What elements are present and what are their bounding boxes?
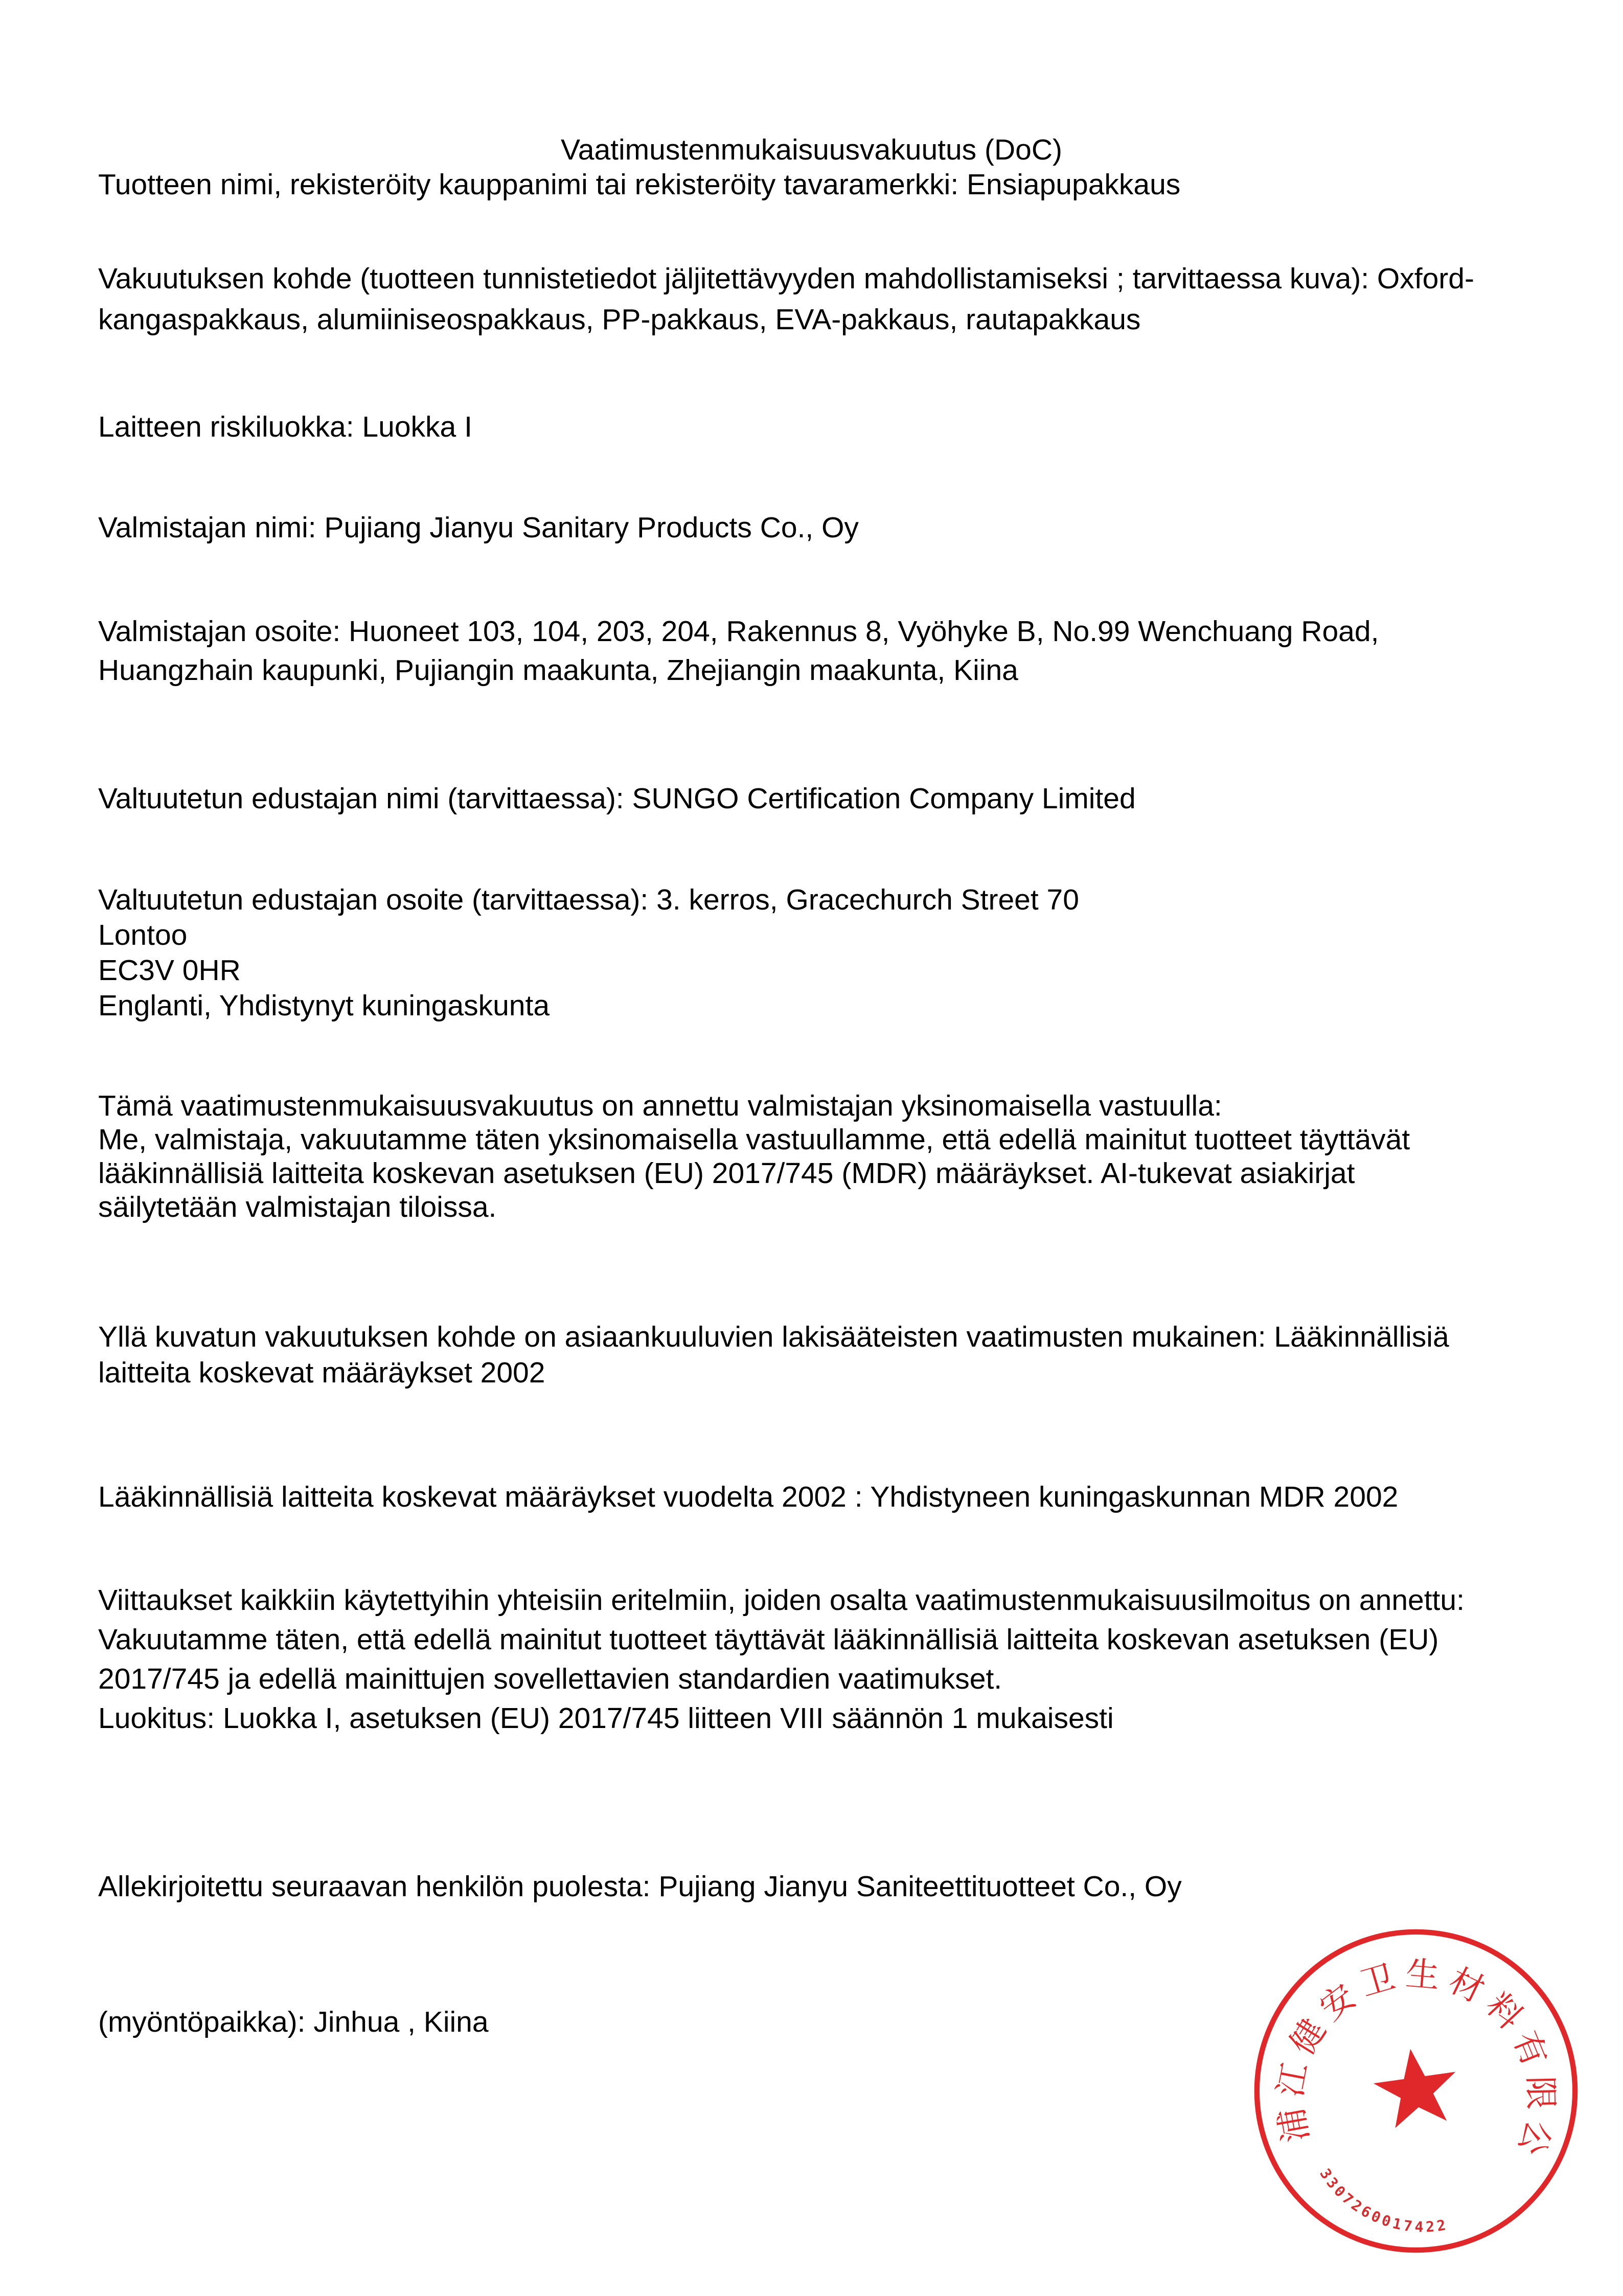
responsibility-line-3: lääkinnällisiä laitteita koskevan asetuksen (EU) 2017/745 (MDR) määräykset. AI-tukevat asiakirjat [98,1157,1355,1190]
responsibility-line-4: säilytetään valmistajan tiloissa. [98,1191,497,1223]
authorized-rep-address-line-2: Lontoo [98,919,188,951]
manufacturer-name: Valmistajan nimi: Pujiang Jianyu Sanitary Products Co., Oy [98,511,859,544]
seal-text: 浦江健安卫生材料有限公 [1270,1953,1561,2168]
risk-class: Laitteen riskiluokka: Luokka I [98,411,472,443]
company-seal-svg [1247,1922,1585,2260]
references-line-2: Vakuutamme täten, että edellä mainitut tuotteet täyttävät lääkinnällisiä laitteita koskevan asetuksen (EU) [98,1623,1439,1656]
seal-registration-number: 3307260017422 [1316,2165,1450,2236]
regulations-2002: Lääkinnällisiä laitteita koskevat määräykset vuodelta 2002 : Yhdistyneen kuningaskunnan MDR 2002 [98,1481,1399,1513]
object-of-declaration-line-2: kangaspakkaus, alumiiniseospakkaus, PP-pakkaus, EVA-pakkaus, rautapakkaus [98,303,1141,336]
references-line-1: Viittaukset kaikkiin käytettyihin yhteisiin eritelmiin, joiden osalta vaatimustenmukaisuusilmoitus on annettu: [98,1584,1465,1617]
authorized-rep-address-line-1: Valtuutetun edustajan osoite (tarvittaessa): 3. kerros, Gracechurch Street 70 [98,883,1079,916]
conformity-line-1: Yllä kuvatun vakuutuksen kohde on asiaankuuluvien lakisääteisten vaatimusten mukainen: Lääkinnällisiä [98,1321,1449,1353]
references-line-4: Luokitus: Luokka I, asetuksen (EU) 2017/745 liitteen VIII säännön 1 mukaisesti [98,1702,1114,1735]
object-of-declaration-line-1: Vakuutuksen kohde (tuotteen tunnistetiedot jäljitettävyyden mahdollistamiseksi ; tarvittaessa kuva): Oxford- [98,262,1474,295]
references-line-3: 2017/745 ja edellä mainittujen sovellettavien standardien vaatimukset. [98,1663,1002,1695]
company-seal-stamp [1247,1922,1585,2260]
doc-title: Vaatimustenmukaisuusvakuutus (DoC) [560,133,1063,166]
authorized-rep-address-line-3: EC3V 0HR [98,954,241,987]
star-icon [1369,2043,1462,2130]
authorized-rep-address-line-4: Englanti, Yhdistynyt kuningaskunta [98,989,550,1022]
conformity-line-2: laitteita koskevat määräykset 2002 [98,1356,545,1389]
place-of-issue: (myöntöpaikka): Jinhua , Kiina [98,2006,489,2038]
manufacturer-address-line-1: Valmistajan osoite: Huoneet 103, 104, 203, 204, Rakennus 8, Vyöhyke B, No.99 Wenchuang Road, [98,615,1379,648]
responsibility-line-2: Me, valmistaja, vakuutamme täten yksinomaisella vastuullamme, että edellä mainitut tuotteet täyttävät [98,1123,1410,1156]
signed-for: Allekirjoitettu seuraavan henkilön puolesta: Pujiang Jianyu Saniteettituotteet Co., Oy [98,1870,1182,1903]
manufacturer-address-line-2: Huangzhain kaupunki, Pujiangin maakunta, Zhejiangin maakunta, Kiina [98,654,1018,687]
authorized-rep-name: Valtuutetun edustajan nimi (tarvittaessa): SUNGO Certification Company Limited [98,782,1136,815]
responsibility-line-1: Tämä vaatimustenmukaisuusvakuutus on annettu valmistajan yksinomaisella vastuulla: [98,1089,1222,1122]
product-name: Tuotteen nimi, rekisteröity kauppanimi tai rekisteröity tavaramerkki: Ensiapupakkaus [98,168,1181,201]
